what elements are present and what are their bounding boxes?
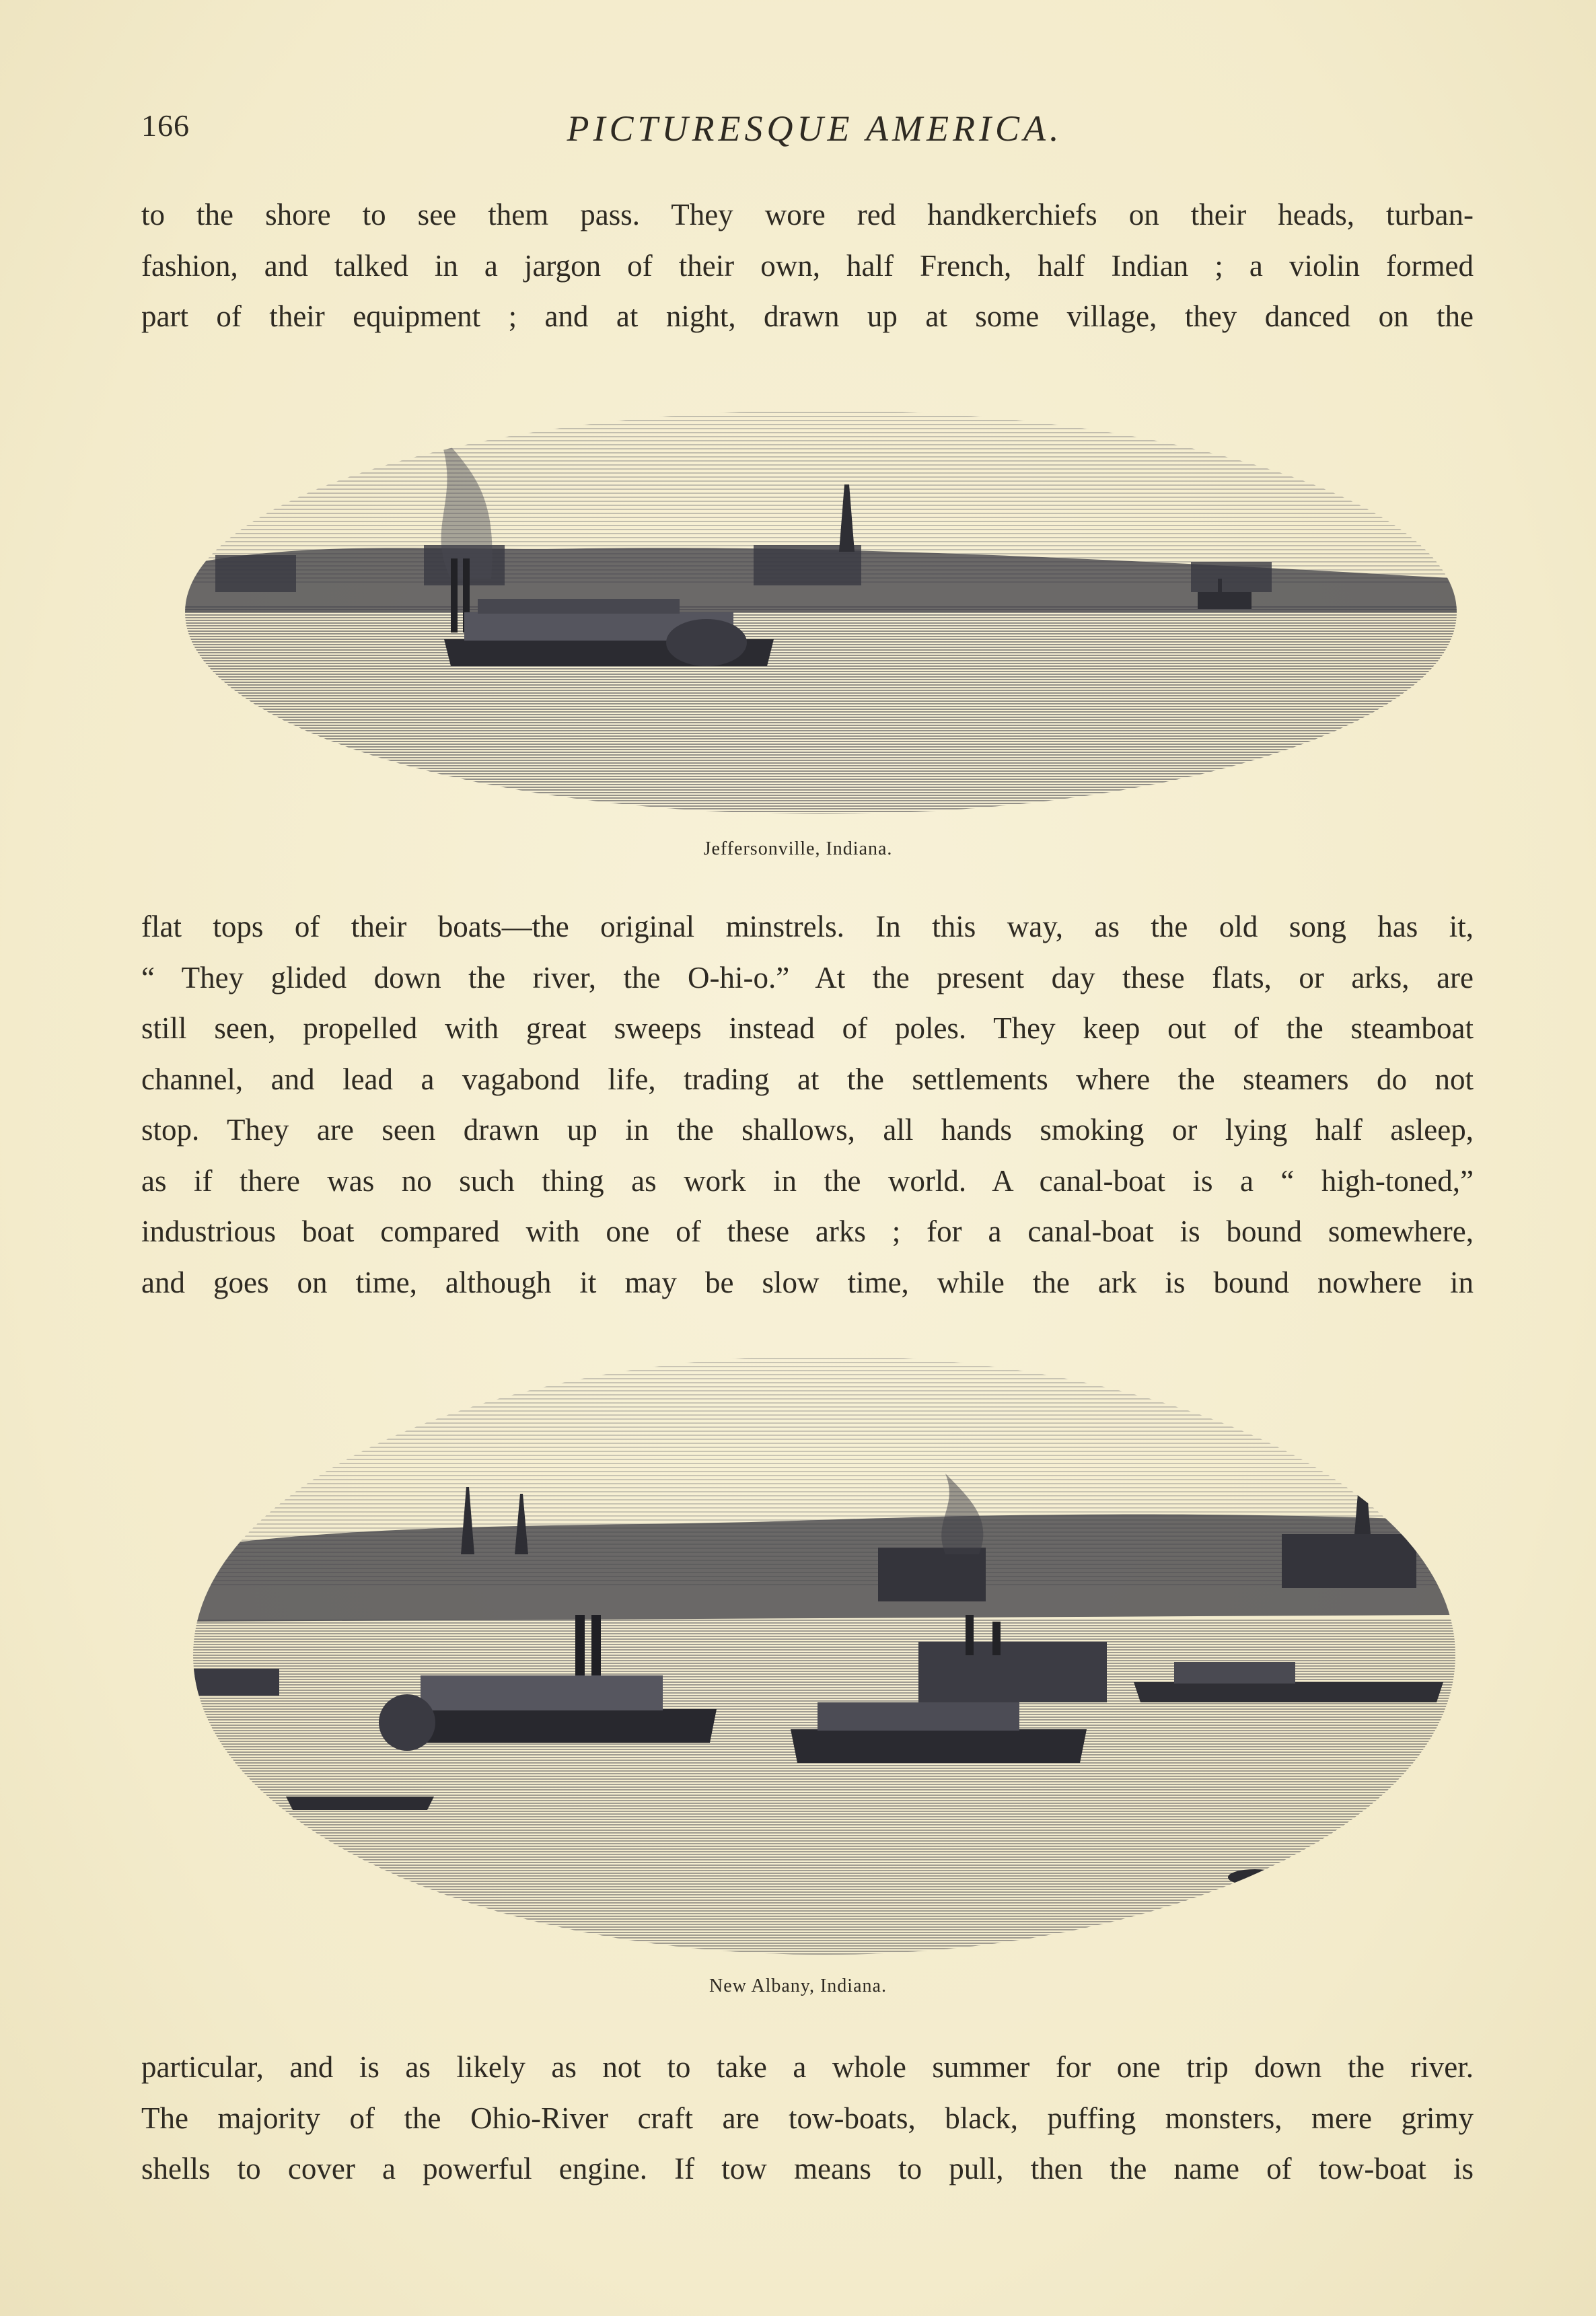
text-line: to the shore to see them pass. They wore red handkerchiefs on their heads, turban-	[141, 198, 1474, 231]
text-line: stop. They are seen drawn up in the shallows, all hands smoking or lying half asleep,	[141, 1113, 1474, 1147]
text-line: shells to cover a powerful engine. If tow means to pull, then the name of tow-boat is	[141, 2152, 1474, 2185]
text-line: channel, and lead a vagabond life, trading at the settlements where the steamers do not	[141, 1062, 1474, 1096]
paragraph-top	[141, 190, 1474, 342]
text-line: still seen, propelled with great sweeps instead of poles. They keep out of the steamboat	[141, 1011, 1474, 1045]
paragraph-middle	[141, 902, 1474, 1308]
text-line: flat tops of their boats—the original minstrels. In this way, as the old song has it,	[141, 910, 1474, 943]
page-number: 166	[141, 108, 190, 143]
engraving-scene	[182, 390, 1460, 821]
running-title: PICTURESQUE AMERICA.	[567, 108, 1063, 149]
text-line: and goes on time, although it may be slow time, while the ark is bound nowhere in	[141, 1265, 1474, 1299]
text-line: The majority of the Ohio-River craft are tow-boats, black, puffing monsters, mere grimy	[141, 2101, 1474, 2135]
text-line: industrious boat compared with one of these arks ; for a canal-boat is bound somewhere,	[141, 1215, 1474, 1248]
text-line: part of their equipment ; and at night, drawn up at some village, they danced on the	[141, 299, 1474, 333]
caption-new-albany: New Albany, Indiana.	[709, 1976, 887, 1996]
page-header	[141, 108, 1488, 155]
engraving-new-albany	[192, 1352, 1457, 1958]
text-line: “ They glided down the river, the O-hi-o.” At the present day these flats, or arks, are	[141, 960, 1474, 994]
caption-jeffersonville: Jeffersonville, Indiana.	[703, 838, 893, 859]
text-line: as if there was no such thing as work in the world. A canal-boat is a “ high-toned,”	[141, 1163, 1474, 1198]
text-line: particular, and is as likely as not to take a whole summer for one trip down the river.	[141, 2050, 1474, 2084]
engraving-scene	[192, 1352, 1457, 1958]
paragraph-bottom	[141, 2042, 1474, 2195]
engraving-jeffersonville	[182, 390, 1460, 821]
text-line: fashion, and talked in a jargon of their own, half French, half Indian ; a violin formed	[141, 248, 1474, 283]
